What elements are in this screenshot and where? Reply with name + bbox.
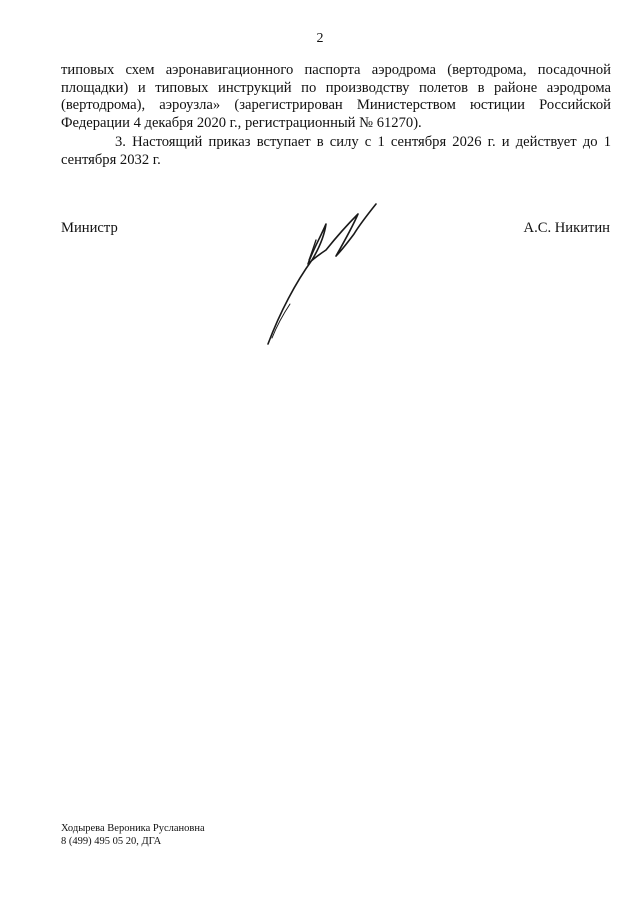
signatory-title: Министр — [61, 220, 118, 236]
page-number: 2 — [316, 31, 324, 46]
signatory-name: А.С. Никитин — [523, 220, 610, 236]
paragraph-continuation: типовых схем аэронавигационного паспорта аэродрома (вертодрома, посадочной площадки) и типовых инструкций по производству полетов в районе аэродрома (вертодрома), аэроузла» (зарегистрирован Министерством юстиции Российской Федерации 4 декабря 2020 г., регистрационный № 61270). — [61, 62, 611, 131]
executor-name: Ходырева Вероника Руслановна — [61, 823, 205, 834]
paragraph-item-3: 3. Настоящий приказ вступает в силу с 1 сентября 2026 г. и действует до 1 сентября 2032 г. — [61, 134, 611, 168]
executor-info — [61, 822, 205, 848]
handwritten-signature — [262, 200, 382, 350]
executor-phone: 8 (499) 495 05 20, ДГА — [61, 836, 162, 847]
